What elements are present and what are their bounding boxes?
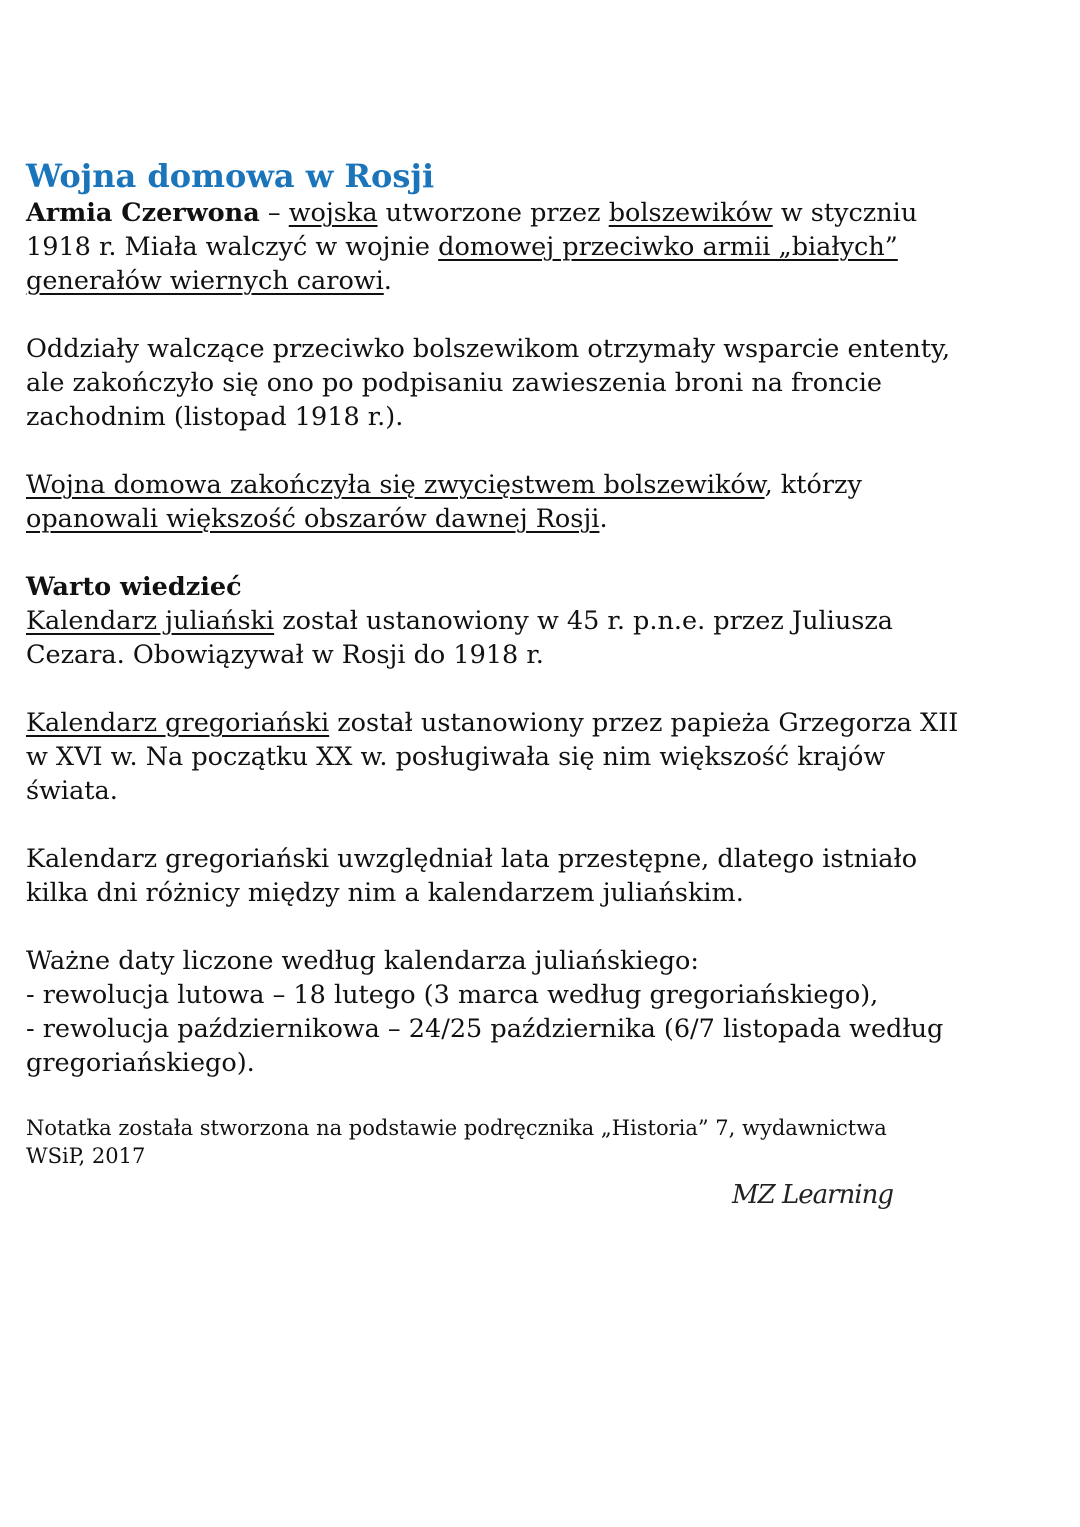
paragraph [26,196,958,298]
text-segment: został ustanowiony przez papieża Grzegorza XII [329,708,959,738]
text-line [26,264,958,298]
bold-term: Warto wiedzieć [26,572,242,602]
text-segment: zachodnim (listopad 1918 r.). [26,402,404,432]
underlined-text: domowej przeciwko armii „białych” [438,232,898,262]
text-line [26,638,958,672]
text-line [26,502,958,536]
text-segment: został ustanowiony w 45 r. p.n.e. przez Juliusza [274,606,893,636]
text-segment: Cezara. Obowiązywał w Rosji do 1918 r. [26,640,544,670]
paragraph [26,468,958,536]
source-note-line: WSiP, 2017 [26,1144,146,1168]
underlined-text: wojska [288,198,378,228]
text-line [26,774,958,808]
text-segment: 1918 r. Miała walczyć w wojnie [26,232,439,262]
text-segment: - rewolucja październikowa – 24/25 października (6/7 listopada według [26,1014,944,1044]
source-note [26,1114,958,1170]
text-line [26,196,958,230]
paragraph [26,570,958,672]
text-line [26,1046,958,1080]
text-segment: . [383,266,392,296]
text-segment: , którzy [764,470,862,500]
source-note-line: Notatka została stworzona na podstawie podręcznika „Historia” 7, wydawnictwa [26,1116,887,1140]
text-segment: . [599,504,608,534]
paragraph [26,332,958,434]
text-line [26,944,958,978]
signature-logo: MZ Learning [732,1180,893,1210]
text-line [26,604,958,638]
text-segment: ale zakończyło się ono po podpisaniu zawieszenia broni na froncie [26,368,883,398]
underlined-text: Kalendarz gregoriański [26,708,330,738]
text-segment: Kalendarz gregoriański uwzględniał lata przestępne, dlatego istniało [26,844,918,874]
text-line [26,740,958,774]
text-line [26,230,958,264]
page-title: Wojna domowa w Rosji [26,157,435,195]
document-body [26,196,958,1080]
bold-term: Armia Czerwona [26,198,260,228]
text-line [26,332,958,366]
text-segment: utworzone przez [377,198,609,228]
text-segment: świata. [26,776,118,806]
paragraph [26,944,958,1080]
text-line [26,1012,958,1046]
text-line [26,706,958,740]
underlined-text: Kalendarz juliański [26,606,275,636]
text-line [26,468,958,502]
underlined-text: Wojna domowa zakończyła się zwycięstwem bolszewików [26,470,765,500]
text-line [26,876,958,910]
paragraph [26,706,958,808]
text-segment: kilka dni różnicy między nim a kalendarzem juliańskim. [26,878,744,908]
text-segment: Ważne daty liczone według kalendarza juliańskiego: [26,946,699,976]
underlined-text: opanowali większość obszarów dawnej Rosji [26,504,600,534]
text-line [26,570,958,604]
document [26,156,958,1170]
text-segment: – [259,198,289,228]
text-segment: w XVI w. Na początku XX w. posługiwała się nim większość krajów [26,742,886,772]
text-segment: w styczniu [772,198,918,228]
text-segment: gregoriańskiego). [26,1048,255,1078]
text-line [26,842,958,876]
paragraph [26,842,958,910]
text-segment: Oddziały walczące przeciwko bolszewikom otrzymały wsparcie ententy, [26,334,951,364]
text-line [26,366,958,400]
text-line [26,400,958,434]
text-segment: - rewolucja lutowa – 18 lutego (3 marca według gregoriańskiego), [26,980,879,1010]
underlined-text: generałów wiernych carowi [26,266,384,296]
text-line [26,978,958,1012]
underlined-text: bolszewików [608,198,773,228]
